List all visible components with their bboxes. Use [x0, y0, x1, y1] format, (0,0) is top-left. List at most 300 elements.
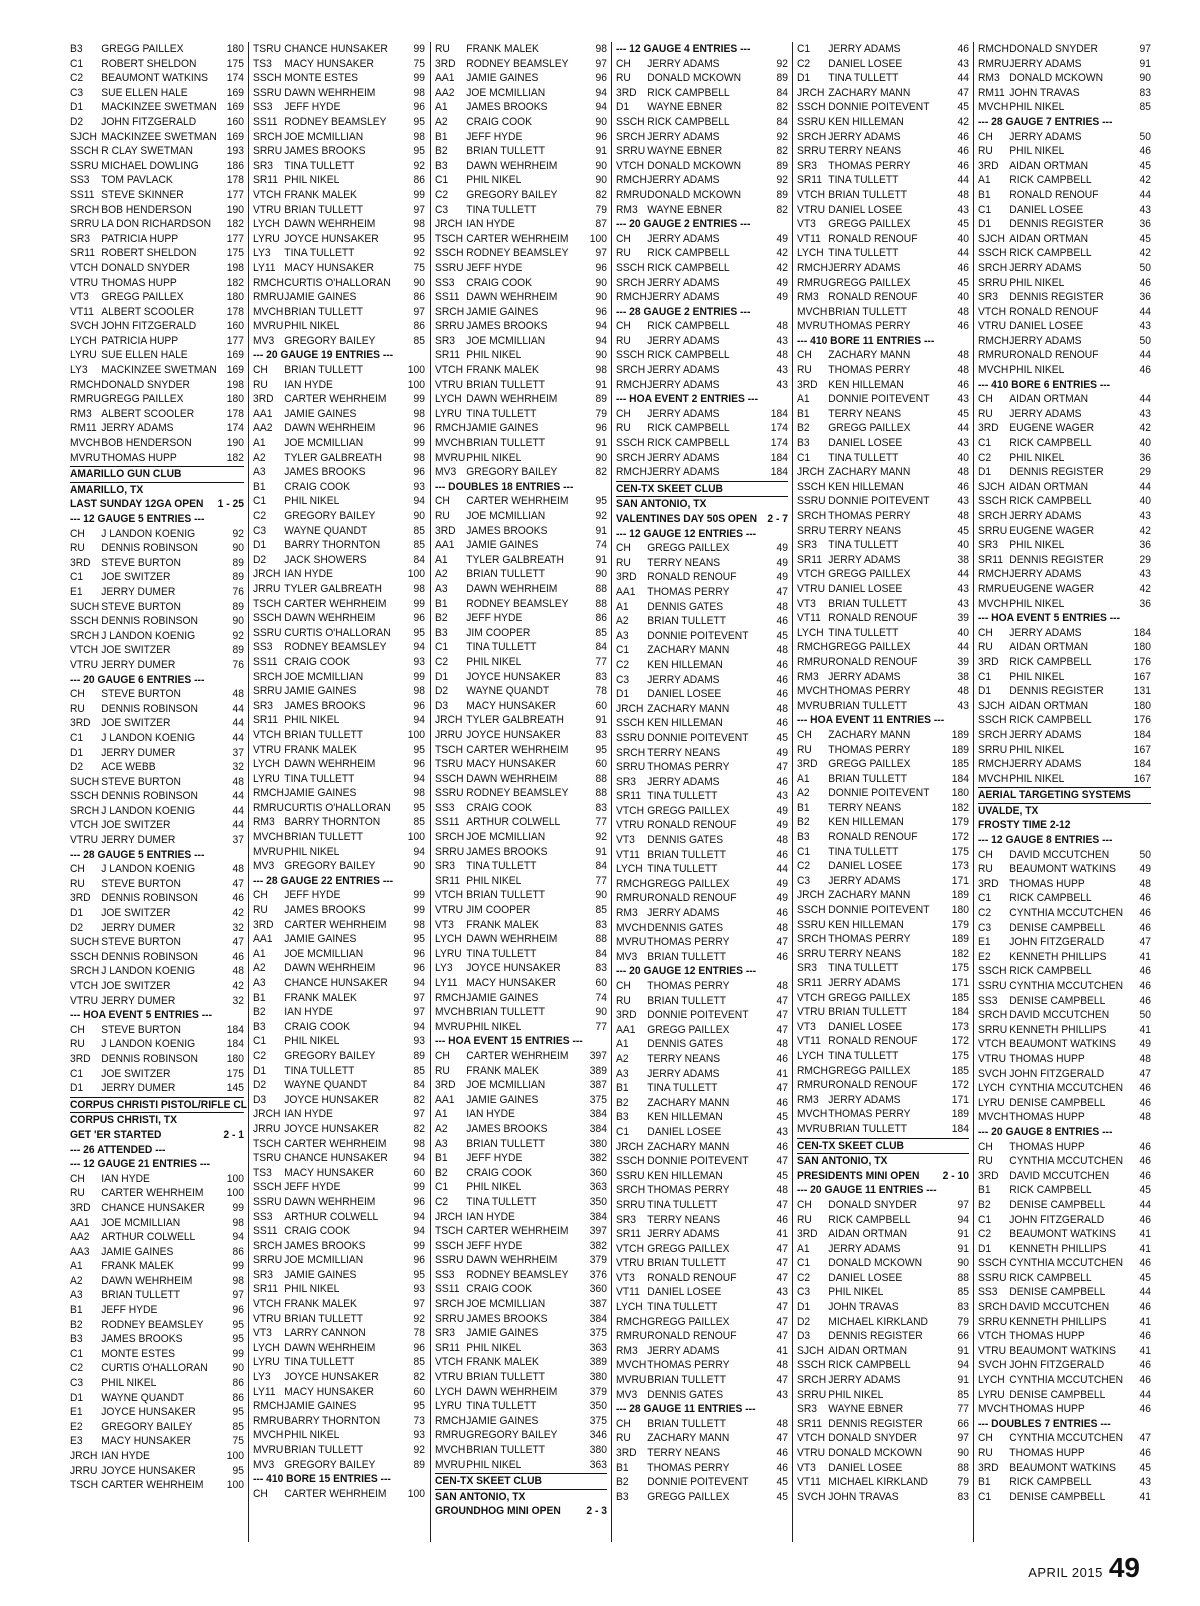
result-row	[797, 1388, 969, 1403]
shooter-name: GREGG PAILLEX	[828, 218, 911, 231]
result-row	[70, 363, 244, 378]
score: 60	[595, 699, 607, 712]
class-code: SRCH	[70, 965, 100, 978]
score: 44	[1140, 1388, 1152, 1401]
shooter-name: GREGG PAILLEX	[828, 641, 911, 654]
shooter-name: TYLER GALBREATH	[465, 553, 564, 566]
class-code: JRCH	[797, 86, 825, 99]
result-row	[616, 614, 788, 629]
header-text: AMARILLO GUN CLUB	[70, 468, 182, 481]
shooter-name: THOMAS PERRY	[828, 364, 911, 377]
result-row	[435, 743, 607, 758]
result-row	[70, 1081, 244, 1096]
class-code: JRCH	[797, 889, 825, 902]
class-code: D2	[253, 553, 267, 566]
class-code: SRRU	[797, 524, 827, 537]
result-row	[70, 1245, 244, 1260]
result-row	[978, 246, 1151, 261]
class-code: SR3	[253, 1268, 274, 1281]
result-row	[978, 877, 1151, 892]
score: 60	[413, 1166, 426, 1179]
result-row	[978, 684, 1151, 699]
class-code: MVRU	[797, 699, 828, 712]
score: 100	[589, 232, 607, 245]
class-code: A3	[253, 466, 266, 479]
score: 41	[776, 1067, 788, 1080]
shooter-name: KENNETH PHILLIPS	[1009, 1315, 1108, 1328]
shooter-name: JAMES BROOKS	[465, 524, 548, 537]
class-code: AA1	[615, 585, 636, 598]
result-row	[70, 421, 244, 436]
result-row	[797, 159, 969, 174]
shooter-name: FRANK MALEK	[465, 364, 539, 377]
class-code: MVRU	[797, 320, 828, 333]
class-code: VTCH	[70, 644, 99, 657]
header-date: 1 - 25	[217, 498, 244, 511]
score: 83	[595, 962, 607, 975]
score: 45	[957, 407, 970, 420]
score: 180	[226, 1052, 244, 1065]
score: 50	[1140, 334, 1152, 347]
result-row	[616, 1023, 788, 1038]
class-code: VTRU	[978, 320, 1007, 333]
class-code: SSRU	[978, 980, 1008, 992]
shooter-name: MICHAEL KIRKLAND	[828, 1315, 929, 1328]
class-code: E1	[70, 585, 83, 598]
score: 91	[595, 845, 607, 858]
result-row	[616, 421, 788, 436]
class-code: RU	[978, 863, 994, 876]
class-code: D1	[978, 1242, 992, 1255]
event-section-heading: --- 20 GAUGE 6 ENTRIES ---	[70, 673, 205, 686]
score: 85	[413, 334, 426, 347]
class-code: A1	[797, 1242, 810, 1255]
class-code: AA2	[434, 86, 455, 99]
shooter-name: THOMAS PERRY	[828, 159, 911, 172]
class-code: SRCH	[797, 1374, 827, 1387]
result-row	[978, 1285, 1151, 1300]
shooter-name: CARTER WEHRHEIM	[101, 1479, 204, 1492]
class-code: RM3	[70, 407, 92, 420]
result-row	[70, 818, 244, 833]
shooter-name: PHIL NIKEL	[828, 1286, 884, 1299]
shooter-name: JAMIE GAINES	[465, 305, 538, 318]
score: 85	[1140, 101, 1152, 114]
class-code: C3	[797, 874, 811, 887]
result-row	[797, 1431, 969, 1446]
class-code: B2	[434, 612, 448, 625]
class-code: SS11	[253, 115, 278, 128]
result-row	[435, 436, 607, 451]
shooter-name: J LANDON KOENIG	[101, 804, 196, 817]
result-row	[616, 348, 788, 363]
shooter-name: JEFF HYDE	[465, 130, 522, 143]
result-row	[435, 86, 607, 101]
class-code: VTRU	[978, 1344, 1007, 1357]
result-row	[70, 1303, 244, 1318]
score: 46	[1140, 1374, 1152, 1387]
result-row	[978, 1475, 1151, 1490]
result-row	[978, 392, 1151, 407]
class-code: VTRU	[615, 819, 644, 832]
shooter-name: MACY HUNSAKER	[284, 261, 375, 274]
score: 172	[951, 1079, 970, 1092]
shooter-name: DENNIS GATES	[647, 921, 724, 934]
shooter-name: DONALD MCKOWN	[647, 188, 741, 201]
class-code: SSRU	[253, 626, 282, 639]
class-code: RMRU	[615, 892, 647, 905]
class-code: A1	[434, 1108, 448, 1121]
class-code: SRRU	[253, 1254, 283, 1267]
class-code: SS3	[978, 1286, 998, 1299]
result-row	[616, 979, 788, 994]
class-code: SRCH	[434, 831, 464, 844]
class-code: C2	[434, 1195, 448, 1208]
header-text: GROUNDHOG MINI OPEN	[434, 1505, 561, 1518]
result-row	[797, 480, 969, 495]
shooter-name: THOMAS HUPP	[1009, 877, 1086, 890]
result-row	[253, 1443, 425, 1458]
class-code: CH	[615, 1417, 631, 1430]
score: 92	[413, 1312, 426, 1325]
class-code: SS3	[253, 1210, 273, 1223]
shooter-name: TYLER GALBREATH	[284, 582, 383, 595]
score: 176	[1134, 714, 1152, 727]
score: 169	[226, 349, 244, 362]
shooter-name: CRAIG COOK	[284, 1020, 351, 1033]
score: 190	[226, 437, 244, 450]
class-code: JRCH	[70, 1450, 98, 1462]
shoot-header	[70, 1113, 244, 1128]
shooter-name: FRANK MALEK	[284, 188, 358, 201]
class-code: RMCH	[797, 641, 829, 654]
shooter-name: STEVE BURTON	[101, 936, 181, 949]
class-code: SRCH	[615, 276, 646, 289]
class-code: MVRU	[615, 1374, 647, 1387]
shooter-name: JERRY ADAMS	[647, 466, 720, 479]
shooter-name: PHIL NIKEL	[465, 874, 521, 887]
shooter-name: DONALD SNYDER	[101, 378, 190, 391]
shooter-name: BRIAN TULLETT	[465, 1006, 545, 1019]
result-row	[616, 760, 788, 775]
class-code: C1	[978, 670, 992, 683]
result-row	[616, 556, 788, 571]
shooter-name: IAN HYDE	[465, 1108, 515, 1121]
header-text: CORPUS CHRISTI PISTOL/RIFLE CL	[70, 1098, 248, 1111]
score: 363	[589, 1341, 607, 1354]
result-row	[435, 859, 607, 874]
score: 46	[1140, 1301, 1152, 1314]
score: 84	[595, 641, 607, 654]
class-code: SRCH	[978, 728, 1008, 741]
result-row	[616, 1169, 788, 1184]
class-code: 3RD	[615, 1009, 637, 1022]
event-section-heading: --- 20 GAUGE 11 ENTRIES ---	[797, 1184, 937, 1197]
class-code: MV3	[253, 334, 275, 347]
result-row	[253, 567, 425, 582]
score: 48	[776, 1038, 788, 1051]
shooter-name: JERRY ADAMS	[647, 130, 720, 143]
score: 49	[776, 542, 788, 555]
result-row	[70, 276, 244, 291]
result-row	[253, 334, 425, 349]
shooter-name: BRIAN TULLETT	[647, 848, 726, 861]
score: 182	[226, 451, 244, 464]
class-code: RU	[434, 1064, 450, 1077]
result-row	[616, 86, 788, 101]
shooter-name: DONNIE POITEVENT	[647, 1155, 749, 1168]
class-code: A2	[615, 615, 629, 628]
class-code: CH	[615, 320, 631, 333]
score: 360	[589, 1283, 607, 1296]
shooter-name: IAN HYDE	[101, 1172, 150, 1185]
result-row	[253, 640, 425, 655]
class-code: RMCH	[434, 422, 466, 435]
class-code: AA1	[615, 1023, 636, 1036]
shooter-name: THOMAS PERRY	[828, 320, 911, 333]
class-code: C1	[978, 892, 992, 905]
result-row	[978, 848, 1151, 863]
event-section-heading: --- 12 GAUGE 12 ENTRIES ---	[615, 527, 757, 540]
result-row	[616, 1461, 788, 1476]
class-code: RMRU	[978, 57, 1010, 70]
result-row	[797, 1475, 969, 1490]
score: 99	[232, 1347, 244, 1360]
class-code: D1	[615, 688, 630, 701]
class-code: LYCH	[253, 218, 280, 231]
result-row	[253, 1020, 425, 1035]
shooter-name: JERRY DUMER	[101, 1082, 176, 1095]
score: 44	[232, 702, 244, 715]
shooter-name: ACE WEBB	[101, 761, 156, 774]
result-row	[253, 684, 425, 699]
result-row	[616, 203, 788, 218]
shooter-name: ZACHARY MANN	[828, 349, 911, 362]
score: 48	[957, 305, 970, 318]
shooter-name: CHANCE HUNSAKER	[284, 43, 389, 55]
shooter-name: JEFF HYDE	[284, 101, 341, 114]
score: 76	[232, 585, 244, 598]
shooter-name: JACK SHOWERS	[284, 553, 367, 566]
class-code: C2	[434, 655, 448, 668]
class-code: LY11	[253, 261, 276, 274]
class-code: A1	[253, 947, 266, 960]
score: 45	[957, 218, 970, 231]
shooter-name: PHIL NIKEL	[284, 495, 340, 508]
result-row	[253, 1195, 425, 1210]
score: 184	[770, 451, 788, 464]
result-row	[978, 538, 1151, 553]
score: 96	[413, 1195, 426, 1208]
score: 174	[770, 422, 788, 435]
result-row	[253, 815, 425, 830]
result-row	[253, 1282, 425, 1297]
event-section-heading: --- 20 GAUGE 19 ENTRIES ---	[253, 349, 394, 362]
class-code: B2	[434, 145, 448, 158]
class-code: SVCH	[797, 1490, 826, 1503]
header-text: SAN ANTONIO, TX	[615, 498, 707, 511]
class-code: VTRU	[434, 378, 463, 391]
result-row	[616, 1037, 788, 1052]
result-row	[70, 1172, 244, 1187]
class-code: MVCH	[978, 1403, 1009, 1416]
class-code: SR3	[70, 232, 91, 245]
shooter-name: CHANCE HUNSAKER	[284, 977, 389, 989]
score: 85	[413, 816, 426, 829]
score: 90	[595, 115, 607, 128]
score: 44	[1140, 393, 1152, 406]
shooter-name: CYNTHIA MCCUTCHEN	[1009, 1432, 1124, 1445]
shooter-name: TINA TULLETT	[828, 247, 899, 260]
class-code: B1	[253, 480, 266, 493]
score: 86	[413, 174, 426, 187]
class-code: MVCH	[978, 1111, 1009, 1124]
result-row	[70, 1361, 244, 1376]
result-row	[978, 71, 1151, 86]
class-code: D1	[978, 218, 992, 231]
score: 96	[413, 699, 426, 712]
score: 46	[776, 1213, 788, 1226]
score: 45	[957, 276, 970, 289]
shooter-name: JERRY ADAMS	[1009, 758, 1083, 771]
score: 98	[413, 407, 426, 420]
score: 46	[776, 658, 788, 671]
result-row	[435, 976, 607, 991]
shooter-name: JERRY ADAMS	[647, 1067, 720, 1080]
shooter-name: DONALD SNYDER	[828, 1432, 918, 1445]
score: 46	[776, 1140, 788, 1153]
results-column	[793, 42, 974, 1542]
result-row	[616, 1344, 788, 1359]
result-row	[253, 932, 425, 947]
header-date: 2 - 3	[585, 1505, 607, 1518]
score: 177	[226, 334, 244, 347]
result-row	[978, 964, 1151, 979]
shooter-name: JEFF HYDE	[284, 1181, 341, 1194]
result-row	[70, 789, 244, 804]
result-row	[253, 918, 425, 933]
class-code: VTRU	[70, 276, 99, 289]
score: 169	[226, 130, 244, 143]
shooter-name: DENNIS GATES	[647, 1038, 724, 1051]
shooter-name: GREGG PAILLEX	[101, 291, 184, 304]
result-row	[978, 86, 1151, 101]
shooter-name: JOHN FITZGERALD	[1009, 1067, 1105, 1080]
score: 44	[1140, 1198, 1152, 1211]
score: 47	[776, 994, 788, 1007]
shooter-name: BRIAN TULLETT	[465, 378, 545, 391]
shooter-name: RONALD RENOUF	[828, 655, 918, 668]
class-code: SS3	[434, 801, 455, 814]
result-row	[616, 1183, 788, 1198]
score: 397	[589, 1225, 607, 1238]
score: 179	[951, 816, 970, 829]
shooter-name: PHIL NIKEL	[465, 1458, 521, 1471]
event-section-heading: --- HOA EVENT 11 ENTRIES ---	[797, 714, 945, 727]
class-code: RU	[70, 542, 85, 555]
result-row	[70, 203, 244, 218]
results-column	[249, 42, 430, 1542]
score: 350	[589, 1400, 607, 1413]
shooter-name: TYLER GALBREATH	[465, 714, 564, 727]
shooter-name: RICK CAMPBELL	[1009, 174, 1093, 187]
result-row	[797, 1373, 969, 1388]
score: 89	[232, 600, 244, 613]
result-row	[616, 1052, 788, 1067]
class-code: SUCH	[70, 600, 100, 613]
class-code: C2	[253, 510, 267, 522]
class-code: VTCH	[797, 991, 826, 1004]
shooter-name: CRAIG COOK	[465, 801, 532, 814]
class-code: RU	[434, 510, 450, 522]
score: 48	[776, 921, 788, 934]
class-code: VTRU	[253, 1312, 282, 1325]
score: 97	[413, 1298, 426, 1311]
result-row	[435, 1239, 607, 1254]
class-code: C1	[797, 1257, 811, 1270]
score: 42	[1140, 422, 1152, 435]
result-row	[435, 261, 607, 276]
shooter-name: JOE MCMILLIAN	[465, 510, 545, 522]
result-row	[70, 246, 244, 261]
class-code: SR11	[797, 553, 823, 566]
result-row	[797, 626, 969, 641]
score: 96	[595, 130, 607, 143]
result-row	[978, 699, 1151, 714]
result-row	[70, 877, 244, 892]
class-code: C1	[70, 57, 84, 70]
class-code: A2	[253, 962, 266, 975]
shooter-name: RONALD RENOUF	[1009, 349, 1099, 362]
score: 85	[413, 539, 426, 552]
class-code: RM3	[615, 1344, 638, 1357]
shooter-name: CYNTHIA MCCUTCHEN	[1009, 907, 1124, 920]
shooter-name: JERRY ADAMS	[828, 261, 901, 274]
score: 90	[595, 451, 607, 464]
score: 178	[226, 407, 244, 420]
class-code: E3	[70, 1435, 83, 1448]
result-row	[435, 42, 607, 57]
shooter-name: JOE MCMILLIAN	[284, 947, 364, 960]
shooter-name: CURTIS O'HALLORAN	[284, 626, 392, 639]
result-row	[797, 378, 969, 393]
score: 42	[776, 247, 788, 260]
shooter-name: JERRY ADAMS	[647, 1228, 720, 1241]
score: 83	[1140, 86, 1152, 99]
score: 99	[413, 1239, 426, 1252]
score: 48	[776, 600, 788, 613]
result-row	[435, 1122, 607, 1137]
shooter-name: KEN HILLEMAN	[828, 115, 904, 128]
score: 46	[957, 145, 970, 158]
score: 42	[1140, 524, 1152, 537]
result-row	[797, 655, 969, 670]
shooter-name: RODNEY BEAMSLEY	[101, 1318, 204, 1331]
shooter-name: RICK CAMPBELL	[1009, 655, 1093, 668]
shooter-name: BARRY THORNTON	[284, 539, 381, 552]
result-row	[797, 947, 969, 962]
result-row	[253, 465, 425, 480]
score: 39	[957, 612, 970, 625]
result-row	[978, 921, 1151, 936]
score: 167	[1134, 670, 1152, 683]
result-row	[435, 319, 607, 334]
score: 379	[589, 1385, 607, 1398]
score: 47	[776, 761, 788, 774]
class-code: SRCH	[253, 670, 283, 683]
result-row	[978, 1271, 1151, 1286]
shooter-name: KEN HILLEMAN	[647, 658, 723, 671]
